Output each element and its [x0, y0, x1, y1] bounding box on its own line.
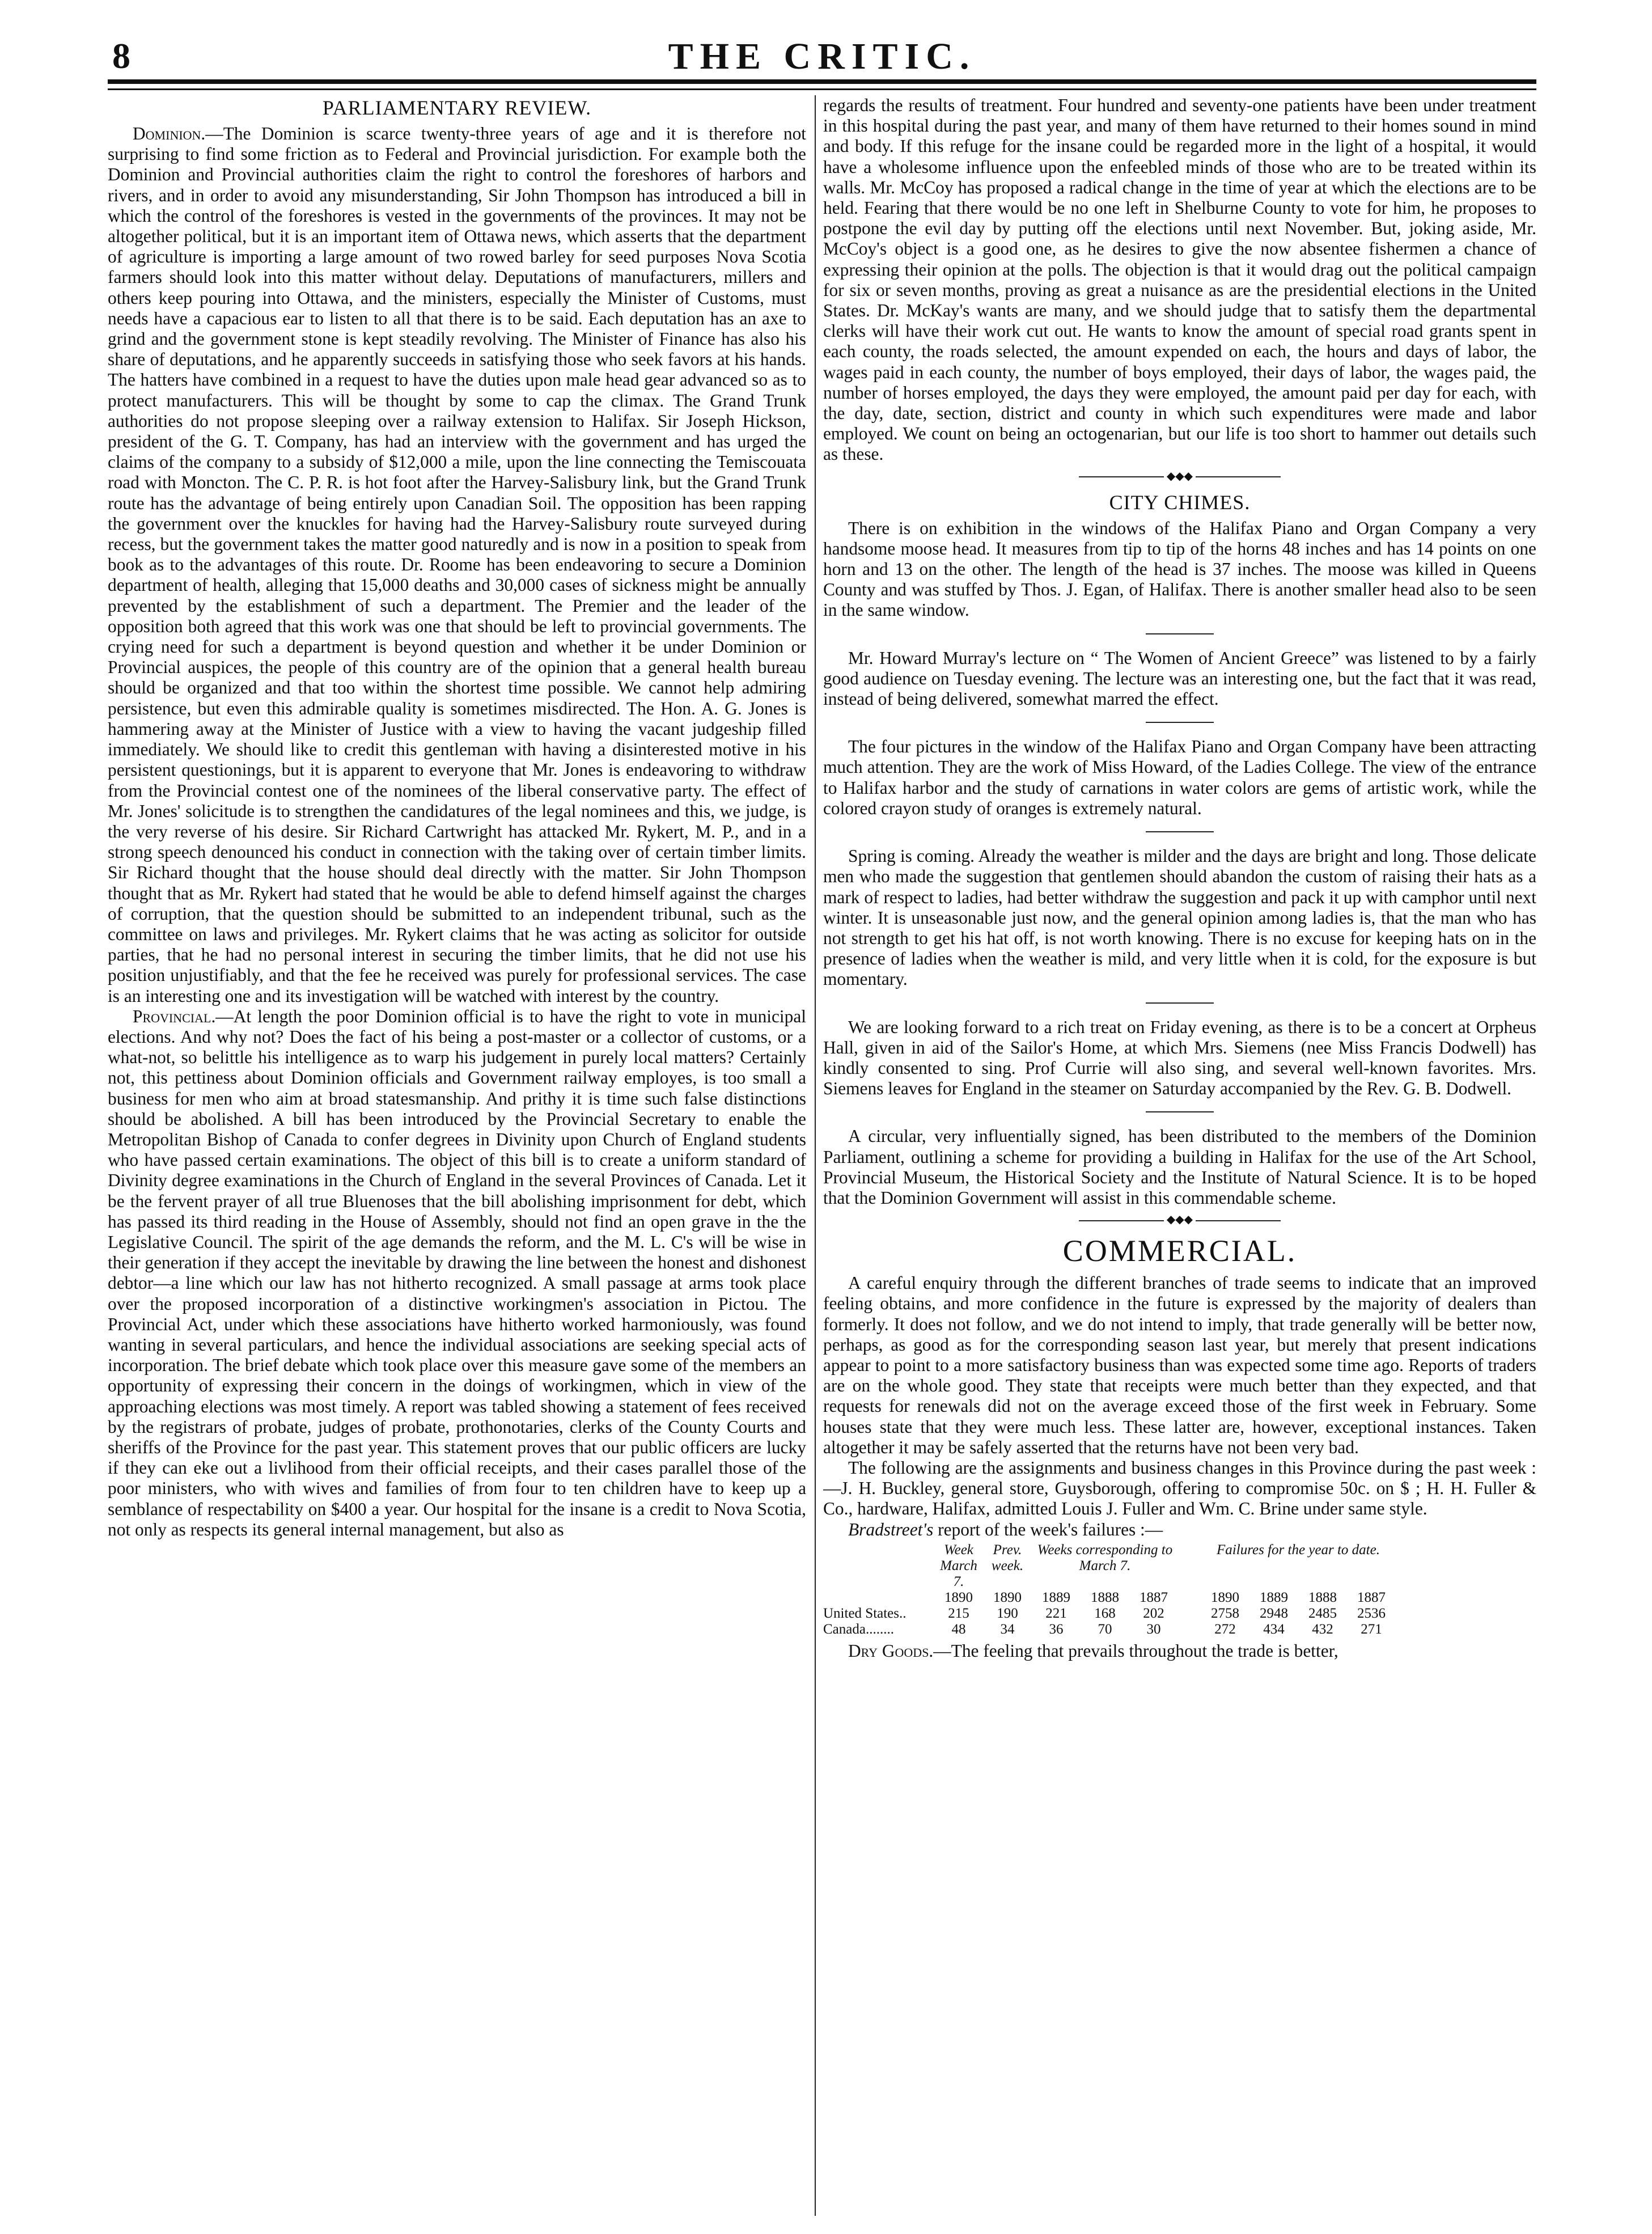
table-cell: 190 [997, 1605, 1018, 1621]
item-separator [1146, 831, 1214, 832]
dry-goods-text: —The feeling that prevails throughout the trade is better, [933, 1640, 1338, 1661]
table-year-cell: 1890 [1211, 1589, 1239, 1605]
table-row-label: Canada........ [823, 1621, 894, 1637]
bradstreet-line [823, 1520, 1536, 1540]
provincial-run-in: Provincial. [133, 1006, 216, 1026]
newspaper-title: THE CRITIC. [668, 36, 976, 77]
table-header-row [823, 1542, 1536, 1558]
section-heading-commercial: COMMERCIAL. [1062, 1234, 1297, 1268]
masthead [108, 35, 1536, 75]
table-year-cell: 1889 [1042, 1589, 1070, 1605]
masthead-rule-thick [108, 79, 1536, 84]
provincial-text: —At length the poor Dominion official is to have the right to vote in municipal elections. And why not? Does the fact of his being a post-master or a collector of customs, or a what-not, so belittle his intelligence as to warp his judgement in purely local matters? Certainly not, this pettiness about Dominion officials and Government railway employes, is too small a business for men who aim at broad statesmanship. And prithy it is time such false distinctions should be abolished. A bill has been introduced by the Provincial Secretary to enable the Metropolitan Bishop of Canada to confer degrees in Divinity upon Church of England students who have passed certain examinations. The object of this bill is to create a uniform standard of Divinity degree examinations in the Church of England in the several Provinces of Canada. Let it be the fervent prayer of all true Bluenoses that the bill abolishing imprisonment for debt, which has passed its third reading in the House of Assembly, should not find an open grave in the the Legislative Council. The spirit of the age demands the reform, and the M. L. C's will be wise in their generation if they accept the inevitable by drawing the line between the honest and dishonest debtor—a line which our law has not hitherto recognized. A small passage at arms took place over the proposed incorporation of a distinctive workingmen's association in Pictou. The Provincial Act, under which these associations have hitherto worked harmoniously, was found wanting in several particulars, and hence the individual associations are seeking special acts of incorporation. The brief debate which took place over this measure gave some of the members an opportunity of expressing their concern in the doings of workingmen, which in view of the approaching elections was most timely. A report was tabled showing a statement of fees received by the registrars of probate, judges of probate, prothonotaries, clerks of the County Courts and sheriffs of the Province for the past year. This statement proves that our public officers are lucky if they can eke out a livlihood from their official receipts, and their cases parallel those of the poor ministers, who with wives and families of from four to ten children have to keep up a semblance of respectability on $400 a year. Our hospital for the insane is a credit to Nova Scotia, not only as respects its general internal management, but also as [108, 1006, 806, 1539]
chime-item: We are looking forward to a rich treat on Friday evening, as there is to be a concert at Orpheus Hall, given in aid of the Sailor's Home, at which Mrs. Siemens (nee Miss Francis Dodwell) has kindly consented to sing. Prof Currie will also sing, and several well-known favorites. Mrs. Siemens leaves for England in the steamer on Saturday accompanied by the Rev. G. B. Dodwell. [823, 1017, 1536, 1099]
table-year-cell: 1888 [1308, 1589, 1337, 1605]
item-separator [1146, 1111, 1214, 1112]
ornamental-separator: ◆◆◆ [1061, 471, 1299, 482]
table-cell: 221 [1045, 1605, 1067, 1621]
item-separator [1146, 1002, 1214, 1004]
masthead-rule-thin [108, 88, 1536, 90]
section-heading-city-chimes: CITY CHIMES. [1109, 490, 1251, 514]
table-row-label: United States.. [823, 1605, 907, 1621]
chime-item: There is on exhibition in the windows of the Halifax Piano and Organ Company a very handsome moose head. It measures from tip to tip of the horns 48 inches and has 14 points on one horn and 13 on the other. The length of the head is 37 inches. The moose was killed in Queens County and was stuffed by Thos. J. Egan, of Halifax. There is another smaller head also to be seen in the same window. [823, 518, 1536, 620]
ornamental-separator: ◆◆◆ [1061, 1214, 1299, 1225]
table-header-cell: Prev. [993, 1542, 1022, 1558]
table-year-cell: 1889 [1260, 1589, 1288, 1605]
table-row-canada [823, 1622, 1536, 1638]
provincial-paragraph [108, 1006, 806, 1540]
table-year-cell: 1890 [944, 1589, 973, 1605]
table-cell: 168 [1094, 1605, 1116, 1621]
table-header-row [823, 1558, 1536, 1590]
table-header-cell: March 7. [1079, 1558, 1131, 1573]
commercial-paragraph: A careful enquiry through the different branches of trade seems to indicate that an improved feeling obtains, and more confidence in the future is expressed by the majority of dealers than formerly. It does not follow, and we do not intend to imply, that trade generally will be better now, perhaps, as good as for the corresponding season last year, but merely that present indications appear to point to a more satisfactory business than was expected some time ago. Reports of traders are on the whole good. They state that receipts were much better than they expected, and that requests for renewals did not on the average exceed those of the first week in February. Some houses state that they were much less. These latter are, however, exceptional instances. Taken altogether it may be safely asserted that the returns have not been very bad. [823, 1273, 1536, 1457]
table-cell: 48 [951, 1621, 966, 1637]
table-cell: 2948 [1260, 1605, 1288, 1621]
dominion-text: —The Dominion is scarce twenty-three years of age and it is therefore not surprising to find some friction as to Federal and Provincial jurisdiction. For example both the Dominion and Provincial authorities claim the right to control the foreshores of harbors and rivers, and in order to avoid any misunderstanding, Sir John Thompson has introduced a bill in which the control of the foreshores is vested in the governments of the provinces. It may not be altogether political, but it is an important item of Ottawa news, which asserts that the department of agriculture is importing a large amount of two rowed barley for seed purposes Nova Scotia farmers should look into this matter without delay. Deputations of manufacturers, millers and others keep pouring into Ottawa, and the ministers, especially the Minister of Customs, must needs have a capacious ear to listen to all that there is to be said. Each deputation has an axe to grind and the government stone is kept steadily revolving. The Minister of Finance has also his share of deputations, and he apparently succeeds in satisfying those who seek favors at his hands. The hatters have combined in a request to have the duties upon male head gear advanced so as to protect manufacturers. This will be thought by some to cap the climax. The Grand Trunk authorities do not propose sleeping over a railway extension to Halifax. Sir Joseph Hickson, president of the G. T. Company, has had an interview with the government and has urged the claims of the company to a subsidy of $12,000 a mile, upon the line connecting the Temiscouata road with Moncton. The C. P. R. is hot foot after the Harvey-Salisbury link, but the Grand Trunk route has the advantage of being entirely upon Canadian Soil. The opposition has been rapping the government over the knuckles for having had the Harvey-Salisbury route surveyed during recess, but the government takes the matter good naturedly and is now in a position to speak from book as to the advantages of this route. Dr. Roome has been endeavoring to secure a Dominion department of health, alleging that 15,000 deaths and 30,000 cases of sickness might be annually prevented by the establishment of such a department. The Premier and the leader of the opposition both agreed that this work was one that should be left to provincial governments. The crying need for such a department is beyond question and whether it be under Dominion or Provincial auspices, the people of this country are of the opinion that a general health bureau should be organized and that too within the shortest time possible. We cannot help admiring persistence, but even this admirable quality is sometimes misdirected. The Hon. A. G. Jones is hammering away at the Minister of Justice with a view to having the vacant judgeship filled immediately. We should like to credit this gentleman with having a disinterested motive in his persistent questionings, but it is apparent to everyone that Mr. Jones is endeavoring to withdraw from the Provincial contest one of the nominees of the liberal conservative party. The effect of Mr. Jones' solicitude is to strengthen the candidatures of the legal nominees and this, we judge, is the very reverse of his desire. Sir Richard Cartwright has attacked Mr. Rykert, M. P., and in a strong speech denounced his conduct in connection with the taking over of certain timber limits. Sir Richard thought that the house should deal directly with the matter. Sir John Thompson thought that as Mr. Rykert had stated that he would be able to defend himself against the charges of corruption, that the question should be submitted to an independent tribunal, such as the committee on laws and privileges. Mr. Rykert claims that he was acting as solicitor for outside parties, that he had no personal interest in securing the timber limits, that he did not use his position unjustifiably, and that the fee he received was purely for professional services. The case is an interesting one and its investigation will be watched with interest by the country. [108, 124, 806, 1006]
table-cell: 2485 [1308, 1605, 1337, 1621]
table-cell: 36 [1049, 1621, 1064, 1637]
table-years-row [823, 1590, 1536, 1606]
continuation-paragraph: regards the results of treatment. Four hundred and seventy-one patients have been under treatment in this hospital during the past year, and many of them have returned to their homes sound in mind and body. If this refuge for the insane could be regarded more in the light of a hospital, it would have a wholesome influence upon the enfeebled minds of those who are to be treated within its walls. Mr. McCoy has proposed a radical change in the time of year at which the elections are to be held. Fearing that there would be no one left in Shelburne County to vote for him, he proposes to postpone the evil day by putting off the elections until next November. But, joking aside, Mr. McCoy's object is a good one, as he desires to give the now absentee fishermen a chance of expressing their opinion at the polls. The objection is that it would drag out the political campaign for six or seven months, proving as great a nuisance as are the presidential elections in the United States. Dr. McKay's wants are many, and we should judge that to satisfy them the departmental clerks will have their work cut out. He wants to know the amount of special road grants spent in each county, the roads selected, the amount expended on each, the hours and days of labor, the wages paid in each county, the number of boys employed, their days of labor, the wages paid, the number of horses employed, the days they were employed, the amount paid per day for each, with the day, date, section, district and county in which such expenditures were made and labor employed. We count on being an octogenarian, but our life is too short to hammer out details such as these. [823, 95, 1536, 464]
table-row-united-states [823, 1606, 1536, 1622]
table-header-cell: Week [944, 1542, 973, 1558]
left-column [108, 95, 806, 2216]
table-cell: 30 [1146, 1621, 1161, 1637]
column-divider [815, 95, 816, 2216]
table-year-cell: 1887 [1357, 1589, 1386, 1605]
dry-goods-run-in: Dry Goods. [848, 1640, 934, 1661]
table-header-cell: March 7. [940, 1558, 977, 1589]
table-cell: 202 [1143, 1605, 1164, 1621]
section-heading-parliamentary-review: PARLIAMENTARY REVIEW. [322, 96, 592, 119]
chime-item: Spring is coming. Already the weather is milder and the days are bright and long. Those delicate men who made the suggestion that gentlemen should abandon the custom of raising their hats as a mark of respect to ladies, had better withdraw the suggestion and pack it up with camphor until next winter. It is unseasonable just now, and the general opinion among ladies is, that the man who has not strength to get his hat off, is not worth knowing. There is no excuse for keeping hats on in the presence of ladies when the weather is mild, and very little when it is cold, for the exposure is but momentary. [823, 846, 1536, 989]
dominion-run-in: Dominion. [133, 124, 206, 143]
table-year-cell: 1887 [1140, 1589, 1168, 1605]
page-number: 8 [112, 36, 130, 76]
item-separator [1146, 722, 1214, 723]
table-cell: 70 [1098, 1621, 1112, 1637]
table-header-cell: week. [991, 1558, 1024, 1573]
table-header-cell: Weeks corresponding to [1037, 1542, 1173, 1558]
bradstreet-name: Bradstreet's [848, 1519, 934, 1539]
dry-goods-paragraph [823, 1641, 1536, 1661]
table-year-cell: 1890 [993, 1589, 1022, 1605]
table-cell: 271 [1361, 1621, 1382, 1637]
table-cell: 34 [1000, 1621, 1015, 1637]
dominion-paragraph [108, 124, 806, 1006]
failures-table [823, 1542, 1536, 1638]
chime-item: The four pictures in the window of the Halifax Piano and Organ Company have been attracting much attention. They are the work of Miss Howard, of the Ladies College. The view of the entrance to Halifax harbor and the study of carnations in water colors are gems of artistic work, while the colored crayon study of oranges is extremely natural. [823, 737, 1536, 818]
table-cell: 2536 [1357, 1605, 1386, 1621]
table-cell: 215 [948, 1605, 969, 1621]
table-cell: 432 [1312, 1621, 1333, 1637]
item-separator [1146, 633, 1214, 634]
table-cell: 2758 [1211, 1605, 1239, 1621]
right-column [823, 95, 1536, 2216]
bradstreet-text: report of the week's failures :— [933, 1519, 1163, 1539]
table-cell: 272 [1214, 1621, 1236, 1637]
table-cell: 434 [1263, 1621, 1285, 1637]
chime-item: A circular, very influentially signed, has been distributed to the members of the Dominion Parliament, outlining a scheme for providing a building in Halifax for the use of the Art School, Provincial Museum, the Historical Society and the Institute of Natural Science. It is to be hoped that the Dominion Government will assist in this commendable scheme. [823, 1126, 1536, 1208]
chime-item: Mr. Howard Murray's lecture on “ The Women of Ancient Greece” was listened to by a fairly good audience on Tuesday evening. The lecture was an interesting one, but the fact that it was read, instead of being delivered, somewhat marred the effect. [823, 648, 1536, 709]
table-header-cell: Failures for the year to date. [1217, 1542, 1380, 1558]
commercial-paragraph: The following are the assignments and business changes in this Province during the past week :—J. H. Buckley, general store, Guysborough, offering to compromise 50c. on $ ; H. H. Fuller & Co., hardware, Halifax, admitted Louis J. Fuller and Wm. C. Brine under same style. [823, 1457, 1536, 1519]
table-year-cell: 1888 [1091, 1589, 1119, 1605]
